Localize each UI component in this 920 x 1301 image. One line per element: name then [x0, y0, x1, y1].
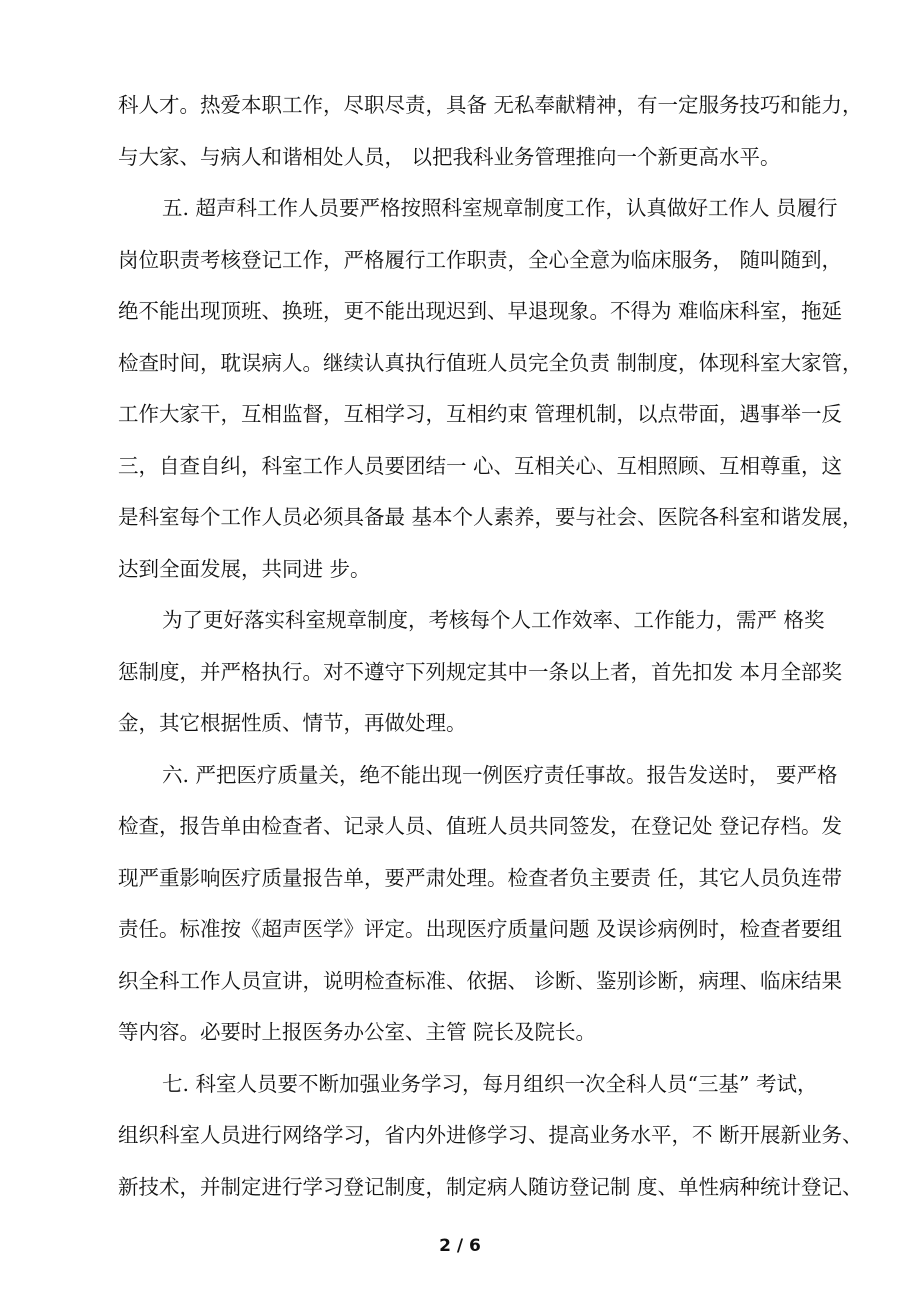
- text-line: 现严重影响医疗质量报告单，要严肃处理。检查者负主要责 任，其它人员负连带: [118, 865, 843, 890]
- document-body: [118, 80, 863, 1213]
- text-line: 七. 科室人员要不断加强业务学习，每月组织一次全科人员“三基” 考试，: [162, 1071, 818, 1096]
- text-line: 六. 严把医疗质量关，绝不能出现一例医疗责任事故。报告发送时， 要严格: [162, 762, 838, 787]
- paragraph-item-7: [118, 1059, 863, 1214]
- text-line: 五. 超声科工作人员要严格按照科室规章制度工作，认真做好工作人 员履行: [162, 196, 838, 220]
- paragraph-item-5: [118, 183, 863, 595]
- text-line: 工作大家干，互相监督，互相学习，互相约束 管理机制，以点带面，遇事举一反: [118, 402, 843, 426]
- text-line: 新技术，并制定进行学习登记制度，制定病人随访登记制 度、单性病种统计登记、: [118, 1174, 863, 1199]
- paragraph-talent: [118, 80, 863, 183]
- text-line: 金，其它根据性质、情节，再做处理。: [118, 711, 467, 735]
- page-number: 2 / 6: [439, 1236, 481, 1256]
- text-line: 织全科工作人员宣讲，说明检查标准、依据、 诊断、鉴别诊断，病理、临床结果: [118, 968, 843, 993]
- text-line: 三，自查自纠，科室工作人员要团结一 心、互相关心、互相照顾、互相尊重，这: [118, 453, 843, 478]
- text-line: 组织科室人员进行网络学习，省内外进修学习、提高业务水平，不 断开展新业务、: [118, 1123, 863, 1147]
- text-line: 绝不能出现顶班、换班，更不能出现迟到、早退现象。不得为 难临床科室，拖延: [118, 299, 843, 323]
- paragraph-item-6: [118, 750, 843, 1059]
- text-line: 科人才。热爱本职工作，尽职尽责，具备 无私奉献精神，有一定服务技巧和能力，: [118, 93, 863, 117]
- text-line: 检查，报告单由检查者、记录人员、值班人员共同签发，在登记处 登记存档。发: [118, 814, 843, 838]
- text-line: 惩制度，并严格执行。对不遵守下列规定其中一条以上者，首先扣发 本月全部奖: [118, 659, 843, 684]
- text-line: 岗位职责考核登记工作，严格履行工作职责，全心全意为临床服务， 随叫随到，: [118, 247, 843, 272]
- text-line: 为了更好落实科室规章制度，考核每个人工作效率、工作能力，需严 格奖: [162, 608, 825, 632]
- text-line: 是科室每个工作人员必须具备最 基本个人素养，要与社会、医院各科室和谐发展，: [118, 505, 863, 529]
- paragraph-reward-penalty: [118, 595, 843, 750]
- text-line: 等内容。必要时上报医务办公室、主管 院长及院长。: [118, 1020, 597, 1044]
- text-line: 检查时间，耽误病人。继续认真执行值班人员完全负责 制制度，体现科室大家管，: [118, 350, 863, 375]
- text-line: 与大家、与病人和谐相处人员， 以把我科业务管理推向一个新更高水平。: [118, 144, 781, 169]
- text-line: 责任。标准按《超声医学》评定。出现医疗质量问题 及误诊病例时，检查者要组: [118, 917, 843, 941]
- text-line: 达到全面发展，共同进 步。: [118, 556, 371, 581]
